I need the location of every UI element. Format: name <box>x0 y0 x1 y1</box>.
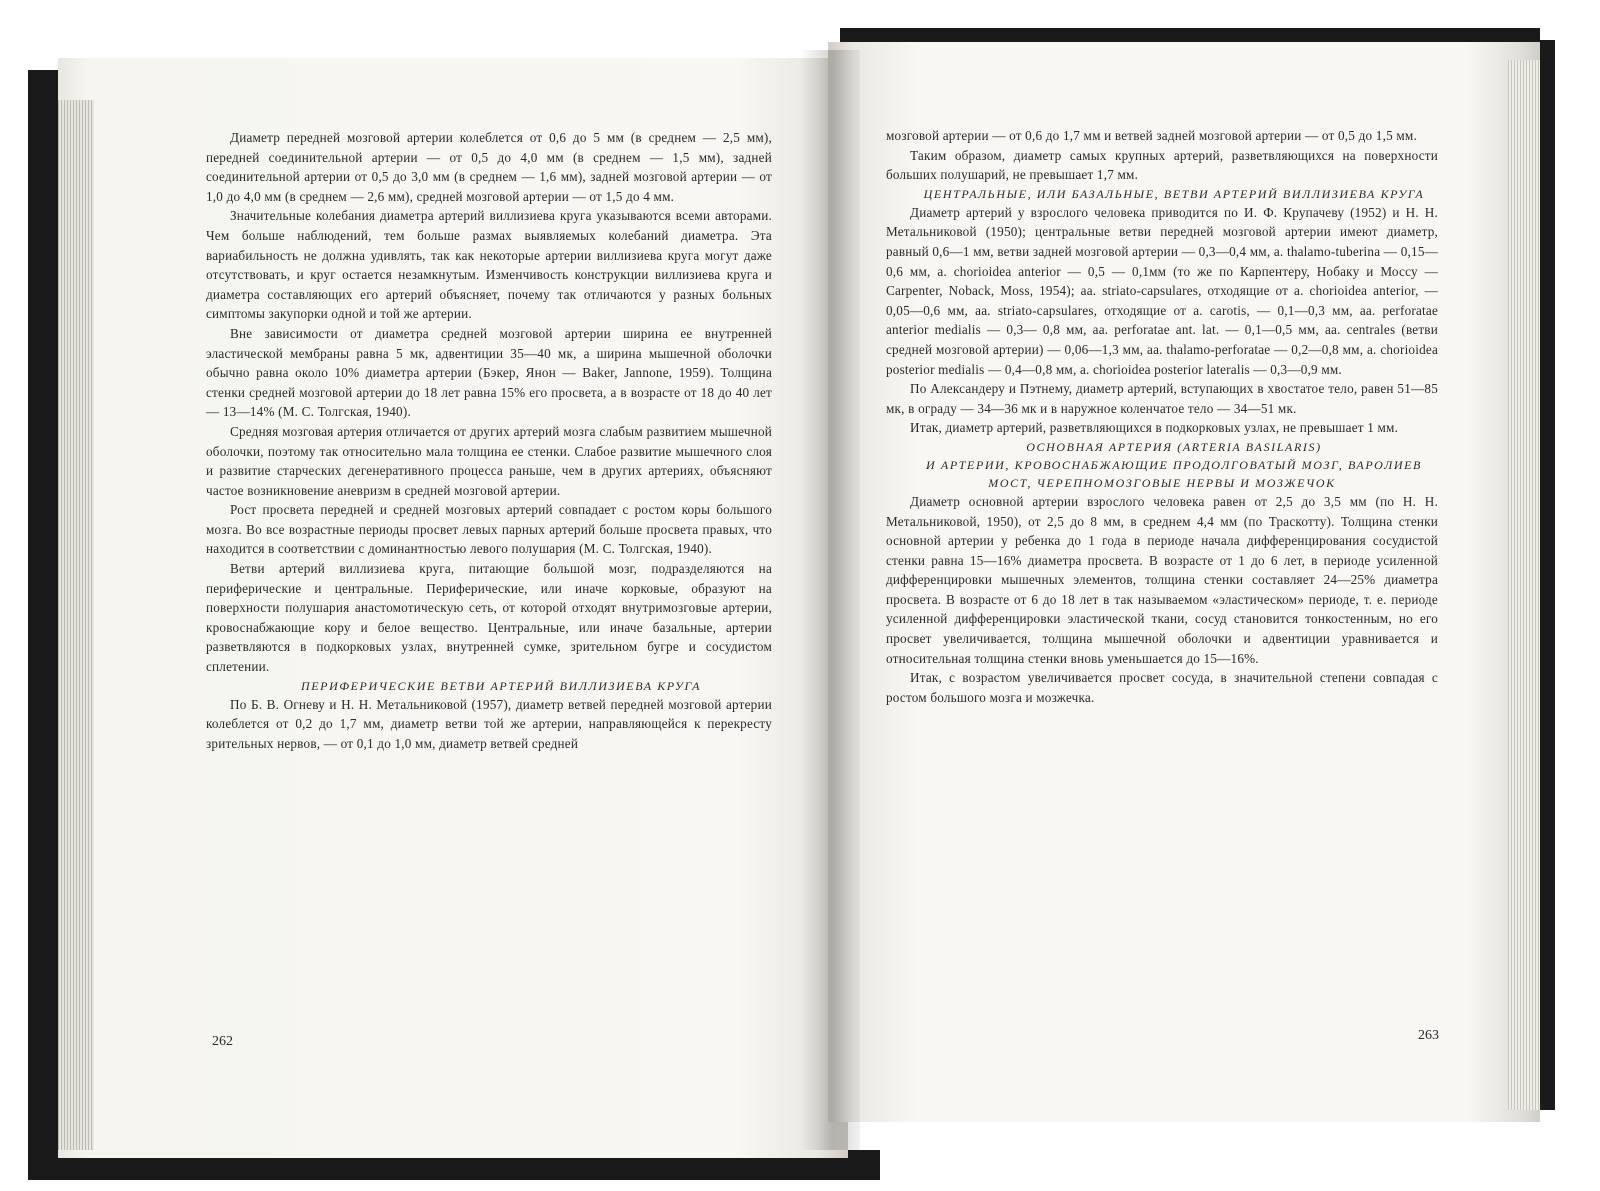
left-page-text <box>206 128 772 753</box>
section-heading-basilar-sub: И АРТЕРИИ, КРОВОСНАБЖАЮЩИЕ ПРОДОЛГОВАТЫЙ МОЗГ, ВАРОЛИЕВ МОСТ, ЧЕРЕПНОМОЗГОВЫЕ НЕРВЫ И МОЗЖЕЧОК <box>926 457 1422 490</box>
left-paragraph-2: Значительные колебания диаметра артерий виллизиева круга указываются всеми авторами. Чем больше наблюдений, тем больше размах выявляемых колебаний диаметра. Эта вариабильность не должна удивлять, так как некоторые артерии виллизиева круга могут даже отсутствовать, и круг остается незамкнутым. Изменчивость конструкции виллизиева круга и диаметра составляющих его артерий объясняет, почему так отличаются у разных больных симптомы закупорки одной и той же артерии. <box>206 208 772 322</box>
right-paragraph-7: Итак, с возрастом увеличивается просвет сосуда, в значительной степени совпадая с ростом большого мозга и мозжечка. <box>886 670 1438 705</box>
right-paragraph-3: Диаметр артерий у взрослого человека приводится по И. Ф. Крупачеву (1952) и Н. Н. Метальниковой (1950); центральные ветви передней мозговой артерии имеют диаметр, равный 0,6—1 мм, ветви задней мозговой артерии — 0,3—0,4 мм, a. thalamo-tuberina — 0,15—0,6 мм, a. chorioidea anterior — 0,5 — 0,1мм (то же по Карпентеру, Нобаку и Моссу — Carpenter, Noback, Moss, 1954); aa. striato-capsulares, отходящие от a. chorioidea anterior, — 0,05—0,6 мм, aa. striato-capsulares, отходящие от a. carotis, — 0,1—0,3 мм, aa. perforatae anterior medialis — 0,3— 0,8 мм, aa. perforatae ant. lat. — 0,1—0,5 мм, aa. centrales (ветви средней мозговой артерии) — 0,06—1,3 мм, aa. thalamo-perforatae — 0,2—0,8 мм, a. chorioidea posterior medialis — 0,4—0,8 мм, a. chorioidea posterior lateralis — 0,3—0,9 мм. <box>886 204 1438 377</box>
left-paragraph-1: Диаметр передней мозговой артерии колеблется от 0,6 до 5 мм (в среднем — 2,5 мм), передней соединительной артерии — от 0,5 до 4,0 мм (в среднем — 1,5 мм), задней соединительной артерии от 0,5 до 3,0 мм (в среднем — 1,6 мм), задней мозговой артерии — от 1,0 до 4,0 мм (в среднем — 2,6 мм), средней мозговой артерии — от 1,5 до 4 мм. <box>206 130 772 204</box>
right-paragraph-5: Итак, диаметр артерий, разветвляющихся в подкорковых узлах, не превышает 1 мм. <box>910 420 1399 436</box>
right-page-edges <box>1508 60 1540 1110</box>
section-heading-peripheral: ПЕРИФЕРИЧЕСКИЕ ВЕТВИ АРТЕРИЙ ВИЛЛИЗИЕВА КРУГА <box>300 678 702 693</box>
page-number-left: 262 <box>212 1034 233 1049</box>
page-number-right: 263 <box>1418 1028 1439 1043</box>
right-paragraph-4: По Александеру и Пэтнему, диаметр артерий, вступающих в хвостатое тело, равен 51—85 мк, в ограду — 34—36 мк и в наружное коленчатое тело — 34—51 мк. <box>886 381 1438 416</box>
section-heading-central: ЦЕНТРАЛЬНЫЕ, ИЛИ БАЗАЛЬНЫЕ, ВЕТВИ АРТЕРИЙ ВИЛЛИЗИЕВА КРУГА <box>923 186 1425 201</box>
left-paragraph-6: Ветви артерий виллизиева круга, питающие большой мозг, подразделяются на периферические и центральные. Периферические, или иначе корковые, образуют на поверхности полушария анастомотическую сеть, от которой отходят внутримозговые артерии, кровоснабжающие кору и белое вещество. Центральные, или иначе базальные, артерии разветвляются в подкорковых узлах, внутренней сумке, зрительном бугре и сосудистом сплетении. <box>206 561 772 675</box>
left-paragraph-5: Рост просвета передней и средней мозговых артерий совпадает с ростом коры большого мозга. Во все возрастные периоды просвет левых парных артерий больше просвета правых, что находится в соответствии с доминантностью левого полушария (М. С. Толгская, 1940). <box>206 502 772 557</box>
left-page-edges <box>58 100 94 1150</box>
right-page-text <box>886 126 1438 707</box>
left-paragraph-7: По Б. В. Огневу и Н. Н. Метальниковой (1957), диаметр ветвей передней мозговой артерии колеблется от 0,2 до 1,7 мм, диаметр ветви той же артерии, направляющейся к перекресту зрительных нервов, — от 0,1 до 1,0 мм, диаметр ветвей средней <box>206 696 772 751</box>
book-gutter <box>800 50 860 1150</box>
left-paragraph-4: Средняя мозговая артерия отличается от других артерий мозга слабым развитием мышечной оболочки, поэтому так относительно мала толщина ее стенки. Слабое развитие мышечного слоя и развитие старческих дегенеративного процесса раньше, чем в других артериях, объясняют частое возникновение аневризм в средней мозговой артерии. <box>206 423 772 498</box>
section-heading-basilar: ОСНОВНАЯ АРТЕРИЯ (ARTERIA BASILARIS) <box>1026 439 1322 454</box>
right-paragraph-1: мозговой артерии — от 0,6 до 1,7 мм и ветвей задней мозговой артерии — от 0,5 до 1,5 мм. <box>886 128 1417 143</box>
left-paragraph-3: Вне зависимости от диаметра средней мозговой артерии ширина ее внутренней эластической мембраны равна 5 мк, адвентиции 35—40 мк, а ширина мышечной оболочки обычно равна около 10% диаметра артерии (Бэкер, Янон — Baker, Jannone, 1959). Толщина стенки средней мозговой артерии до 18 лет равна 15% его просвета, а в возрасте от 18 до 40 лет — 13—14% (М. С. Толгская, 1940). <box>206 325 772 420</box>
right-paragraph-6: Диаметр основной артерии взрослого человека равен от 2,5 до 3,5 мм (по Н. Н. Метальниковой, 1950), от 2,5 до 8 мм, в среднем 4,4 мм (по Траскотту). Толщина стенки основной артерии у ребенка до 1 года в периоде начала дифференцирования сосудистой стенки равна 15—16% диаметра просвета. В возрасте от 1 до 6 лет, в периоде усиленной дифференцировки мышечных элементов, толщина стенки составляет 24—25% диаметра просвета. В возрасте от 6 до 18 лет в так называемом «эластическом» периоде, т. е. периоде усиленной дифференцировки эластической ткани, сосуд становится тонкостенным, но его просвет увеличивается, толщина мышечной оболочки и адвентиции уравнивается и относительная толщина стенки вновь уменьшается до 15—16%. <box>886 493 1438 666</box>
right-paragraph-2: Таким образом, диаметр самых крупных артерий, разветвляющихся на поверхности больших полушарий, не превышает 1,7 мм. <box>886 147 1438 183</box>
